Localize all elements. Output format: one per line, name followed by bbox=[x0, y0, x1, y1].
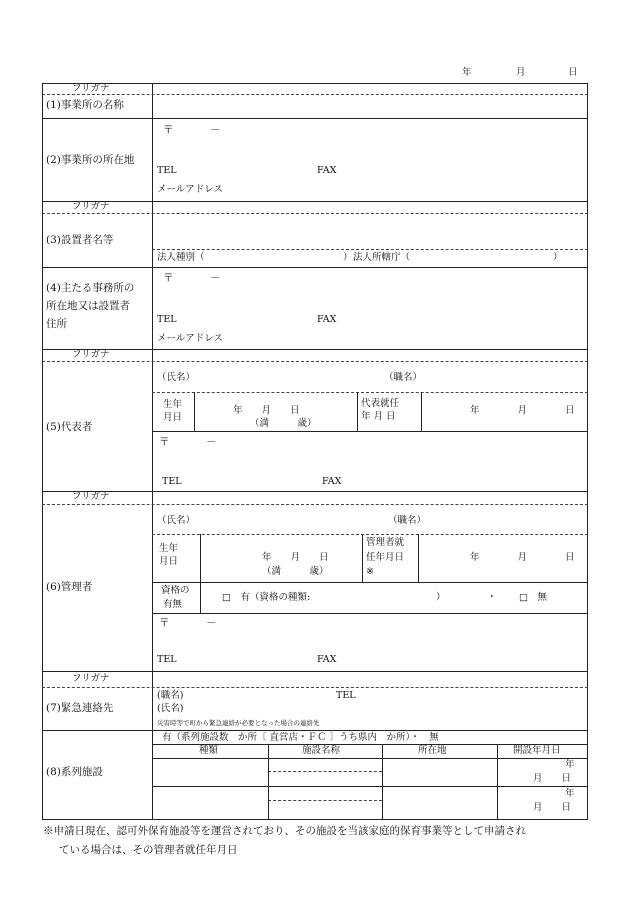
mgr-start-ymd: 年 月 日 bbox=[470, 552, 575, 563]
rep-birth-1: 生年 bbox=[163, 399, 183, 410]
section4-label-3: 住所 bbox=[46, 318, 67, 330]
postal-dash-4: － bbox=[210, 272, 221, 284]
section2-label: (2)事業所の所在地 bbox=[46, 154, 135, 166]
rep-start-ymd: 年 月 日 bbox=[470, 405, 575, 416]
mgr-start-1: 管理者就 bbox=[366, 537, 405, 548]
affiliate-row1-year: 年 bbox=[565, 759, 575, 770]
section5-label: (5)代表者 bbox=[46, 421, 93, 433]
postal-mark-5: 〒 bbox=[159, 436, 170, 448]
postal-dash-5: － bbox=[206, 436, 217, 448]
fax-label: FAX bbox=[317, 165, 337, 176]
qual-label-1: 資格の bbox=[161, 585, 190, 596]
corp-type-label: 法人種別（ bbox=[157, 252, 205, 263]
rep-birth-2: 月日 bbox=[163, 412, 183, 423]
fax-label-6: FAX bbox=[317, 654, 337, 665]
section7-label: (7)緊急連絡先 bbox=[46, 702, 114, 714]
rep-age: （満 歳） bbox=[250, 418, 317, 429]
mgr-name-label: （氏名） bbox=[157, 515, 196, 526]
affiliate-row2-md: 月 日 bbox=[533, 802, 572, 813]
section1-label: (1)事業所の名称 bbox=[46, 99, 124, 111]
section4-label-1: (4)主たる事務所の bbox=[46, 282, 135, 294]
furigana-label-2: フリガナ bbox=[72, 201, 110, 212]
qual-close: ） bbox=[436, 592, 446, 603]
qual-label-2: 有無 bbox=[163, 599, 183, 610]
emergency-tel: TEL bbox=[336, 690, 356, 701]
corp-type-close: ） bbox=[343, 252, 353, 263]
postal-dash: － bbox=[210, 124, 221, 136]
rep-birth-ymd: 年 月 日 bbox=[233, 405, 300, 416]
date-month: 月 bbox=[516, 67, 526, 78]
emergency-title: (職名) bbox=[157, 690, 184, 701]
furigana-label-5: フリガナ bbox=[72, 673, 110, 684]
tel-label: TEL bbox=[157, 165, 177, 176]
mgr-birth-2: 月日 bbox=[159, 556, 179, 567]
section8-label: (8)系列施設 bbox=[46, 766, 103, 778]
email-label: メールアドレス bbox=[157, 184, 224, 195]
affiliate-header-name: 施設名称 bbox=[302, 745, 341, 756]
fax-label-5: FAX bbox=[322, 476, 342, 487]
affiliate-row1-md: 月 日 bbox=[533, 773, 572, 784]
footnote-line-1: ※申請日現在、認可外保育施設等を運営されており、その施設を当該家庭的保育事業等として申請され bbox=[43, 825, 526, 837]
mgr-start-note: ※ bbox=[366, 566, 374, 577]
form-frame bbox=[42, 83, 588, 820]
rep-title-label: （職名） bbox=[384, 372, 423, 383]
qual-yes-checkbox[interactable]: □ 有（資格の種類: bbox=[222, 592, 311, 603]
section4-label-2: 所在地又は設置者 bbox=[46, 300, 130, 312]
qual-no-checkbox[interactable]: □ 無 bbox=[519, 592, 547, 603]
postal-mark-6: 〒 bbox=[159, 617, 170, 629]
furigana-label-3: フリガナ bbox=[72, 349, 110, 360]
mgr-age: （満 歳） bbox=[262, 566, 329, 577]
rep-name-label: （氏名） bbox=[157, 372, 196, 383]
mgr-birth-1: 生年 bbox=[159, 543, 179, 554]
affiliate-header-date: 開設年月日 bbox=[513, 745, 561, 756]
postal-mark-4: 〒 bbox=[163, 272, 174, 284]
authority-close: ） bbox=[553, 252, 563, 263]
furigana-label-4: フリガナ bbox=[72, 491, 110, 502]
authority-label: 法人所轄庁（ bbox=[353, 252, 411, 263]
section3-label: (3)設置者名等 bbox=[46, 234, 114, 246]
postal-mark: 〒 bbox=[163, 124, 174, 136]
mgr-start-2: 任年月日 bbox=[366, 552, 405, 563]
emergency-note: 災害時等で町から緊急連絡が必要となった場合の連絡先 bbox=[157, 719, 320, 727]
mgr-title-label: （職名） bbox=[388, 515, 427, 526]
tel-label-6: TEL bbox=[157, 654, 177, 665]
qual-dot: ・ bbox=[487, 592, 497, 603]
emergency-name: (氏名) bbox=[157, 703, 184, 714]
tel-label-5: TEL bbox=[162, 476, 182, 487]
tel-label-4: TEL bbox=[157, 314, 177, 325]
footnote-line-2: ている場合は、その管理者就任年月日 bbox=[59, 844, 238, 856]
fax-label-4: FAX bbox=[317, 314, 337, 325]
rep-start-2: 年 月 日 bbox=[361, 411, 396, 422]
affiliate-header-type: 種類 bbox=[199, 745, 219, 756]
affiliate-summary: 有（系列施設数 か所〔 直営店・ＦＣ 〕うち県内 か所）・ 無 bbox=[162, 732, 439, 743]
mgr-birth-ymd: 年 月 日 bbox=[262, 552, 329, 563]
postal-dash-6: － bbox=[206, 617, 217, 629]
section6-label: (6)管理者 bbox=[46, 581, 93, 593]
rep-start-1: 代表就任 bbox=[361, 398, 400, 409]
furigana-label-1: フリガナ bbox=[72, 83, 110, 94]
email-label-4: メールアドレス bbox=[157, 333, 224, 344]
affiliate-header-location: 所在地 bbox=[418, 745, 447, 756]
date-year: 年 bbox=[462, 67, 472, 78]
date-day: 日 bbox=[568, 67, 578, 78]
affiliate-row2-year: 年 bbox=[565, 788, 575, 799]
